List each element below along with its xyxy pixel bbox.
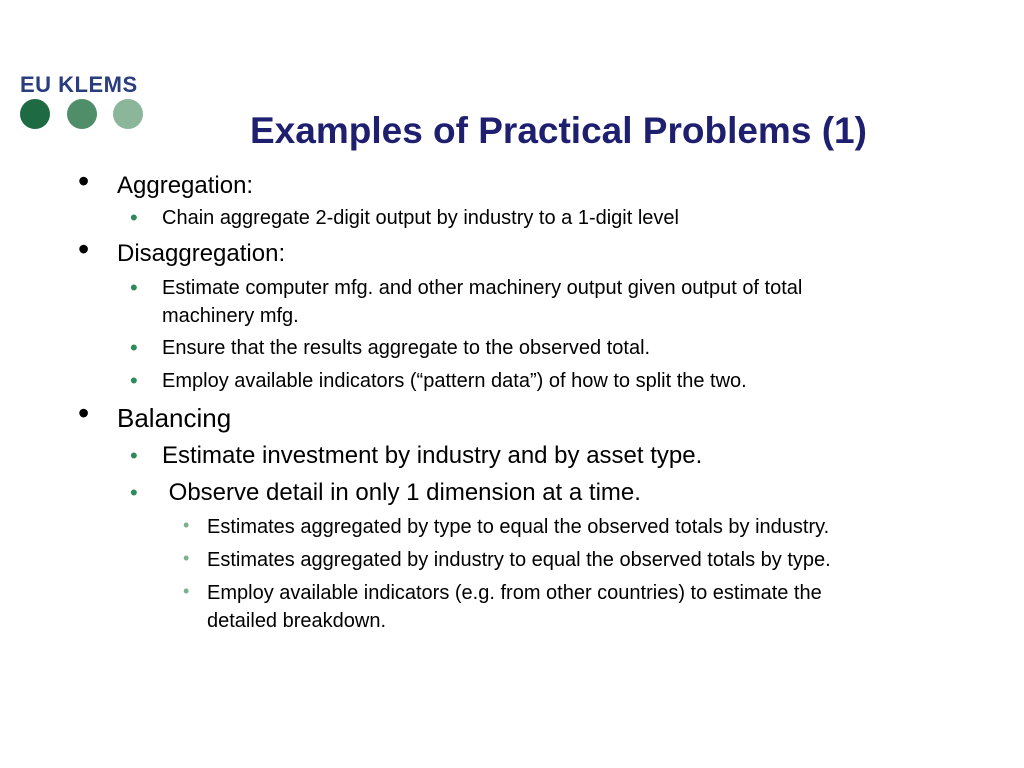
- bullet-text-line2: detailed breakdown.: [207, 610, 387, 632]
- bullet-dot: •: [130, 205, 138, 230]
- bullet-dot: •: [78, 395, 90, 431]
- bullet-text-line2: machinery mfg.: [162, 305, 299, 327]
- logo-text: EU KLEMS: [20, 72, 138, 97]
- bullet-dot: •: [78, 231, 90, 267]
- bullet-dot: •: [130, 275, 138, 300]
- bullet-dot: •: [130, 480, 138, 505]
- bullet-dot: •: [130, 368, 138, 393]
- bullet-text-line1: Estimate computer mfg. and other machinery output given output of total: [162, 277, 803, 299]
- bullet-text-line1: Employ available indicators (e.g. from other countries) to estimate the: [207, 582, 822, 604]
- bullet-text: Estimates aggregated by industry to equal the observed totals by type.: [207, 549, 831, 571]
- bullet-text: Estimates aggregated by type to equal the observed totals by industry.: [207, 516, 830, 538]
- slide-title: Examples of Practical Problems (1): [250, 110, 867, 151]
- bullet-dot: •: [183, 515, 190, 535]
- bullet-text: Aggregation:: [117, 172, 254, 199]
- bullet-text: Ensure that the results aggregate to the observed total.: [162, 337, 651, 359]
- bullet-dot: •: [183, 581, 190, 601]
- bullet-text: Employ available indicators (“pattern data”) of how to split the two.: [162, 370, 747, 392]
- bullet-dot: •: [130, 335, 138, 360]
- bullet-dot: •: [78, 163, 90, 199]
- bullet-dot: •: [130, 443, 138, 468]
- bullet-text: Chain aggregate 2-digit output by industry to a 1-digit level: [162, 207, 679, 229]
- bullet-dot: •: [183, 548, 190, 568]
- bullet-text: Observe detail in only 1 dimension at a time.: [162, 479, 641, 506]
- bullet-text: Disaggregation:: [117, 240, 286, 267]
- bullet-text: Estimate investment by industry and by asset type.: [162, 442, 703, 469]
- bullet-text: Balancing: [117, 403, 232, 433]
